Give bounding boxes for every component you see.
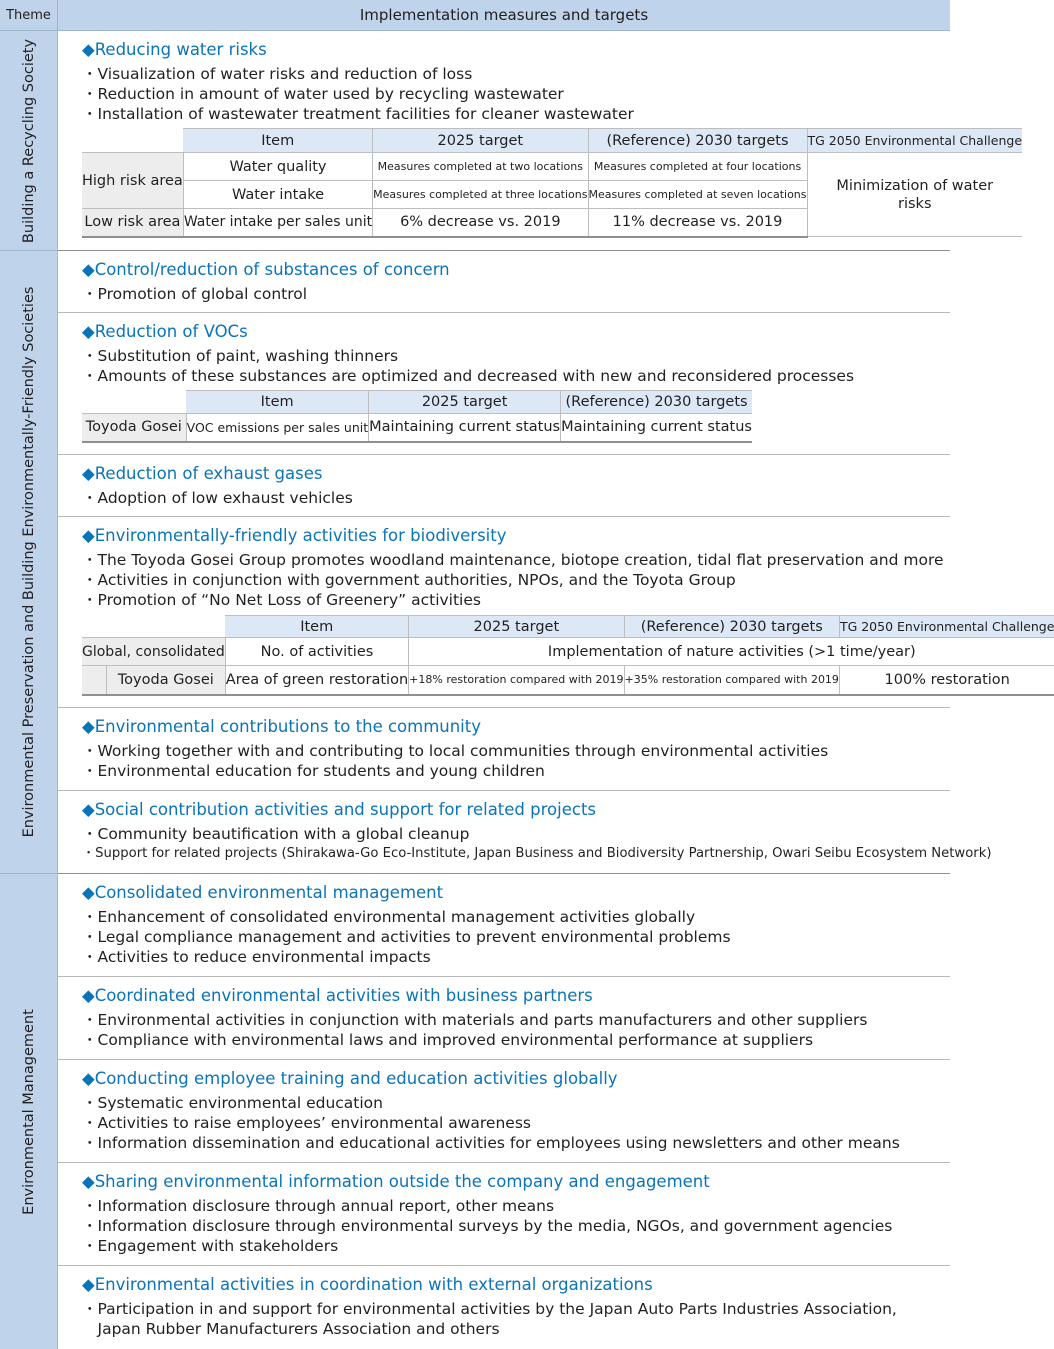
cell: Minimization of water risks — [807, 153, 1022, 237]
cell: Measures completed at three locations — [373, 181, 588, 209]
cell: Water intake per sales unit — [183, 209, 372, 237]
theme-header: Theme — [0, 0, 58, 31]
bullet: ・Visualization of water risks and reduction of loss — [82, 65, 473, 83]
bullet: ・Information disclosure through annual report, other means — [82, 1197, 555, 1215]
bullet: ・Installation of wastewater treatment facilities for cleaner wastewater — [82, 105, 634, 123]
bullet: ・Activities to reduce environmental impacts — [82, 948, 431, 966]
col-header: 2025 target — [373, 129, 588, 153]
bullet: ・Reduction in amount of water used by recycling wastewater — [82, 85, 564, 103]
col-header: (Reference) 2030 targets — [588, 129, 807, 153]
cell: Water quality — [183, 153, 372, 181]
section-title: ◆Environmental activities in coordination with external organizations — [82, 1275, 653, 1294]
theme-label: Environmental Preservation and Building Environmentally-Friendly Societies — [20, 286, 37, 838]
cell: VOC emissions per sales unit — [186, 414, 369, 442]
section-title: ◆Sharing environmental information outside the company and engagement — [82, 1172, 710, 1191]
cell: Area of green restoration — [225, 666, 408, 695]
section-social-contribution — [58, 791, 992, 874]
cell: 6% decrease vs. 2019 — [373, 209, 588, 237]
cell: Implementation of nature activities (>1 time/year) — [409, 638, 1054, 666]
bullet: ・Environmental activities in conjunction with materials and parts manufacturers and other suppliers — [82, 1011, 868, 1029]
bullet: ・Systematic environmental education — [82, 1094, 383, 1112]
theme-recycling — [0, 31, 57, 251]
section-community — [58, 708, 950, 791]
row-label: High risk area — [82, 153, 183, 209]
biodiversity-table — [82, 615, 1054, 696]
theme-management — [0, 874, 57, 1349]
cell: Maintaining current status — [561, 414, 752, 442]
section-title: ◆Reducing water risks — [82, 40, 267, 59]
voc-table — [82, 390, 752, 443]
theme-preservation — [0, 251, 57, 874]
section-employee-training — [58, 1060, 950, 1163]
section-title: ◆Environmental contributions to the community — [82, 717, 482, 736]
section-title: ◆Consolidated environmental management — [82, 883, 444, 902]
bullet: ・Promotion of “No Net Loss of Greenery” activities — [82, 591, 481, 609]
section-business-partners — [58, 977, 950, 1060]
bullet: ・Participation in and support for environmental activities by the Japan Auto Parts Industries Association, — [82, 1300, 897, 1318]
bullet: ・Support for related projects (Shirakawa-Go Eco-Institute, Japan Business and Biodiversity Partnership, Owari Seibu Ecosystem Network) — [82, 846, 992, 861]
col-header: Item — [183, 129, 372, 153]
section-exhaust-gases — [58, 455, 950, 517]
bullet: Japan Rubber Manufacturers Association and others — [82, 1320, 500, 1338]
theme-label: Environmental Management — [20, 1008, 37, 1215]
section-biodiversity — [58, 517, 1054, 708]
cell: Measures completed at four locations — [588, 153, 807, 181]
section-title: ◆Control/reduction of substances of concern — [82, 260, 450, 279]
col-header: 2025 target — [369, 391, 561, 414]
row-label: Low risk area — [82, 209, 183, 237]
theme-label: Building a Recycling Society — [20, 38, 37, 243]
section-consolidated-management — [58, 874, 950, 977]
row-label: Global, consolidated — [82, 638, 225, 666]
bullet: ・Working together with and contributing to local communities through environmental activities — [82, 742, 829, 760]
bullet: ・Information dissemination and educational activities for employees using newsletters and other means — [82, 1134, 900, 1152]
cell: 100% restoration — [839, 666, 1054, 695]
section-information-sharing — [58, 1163, 950, 1266]
cell: +35% restoration compared with 2019 — [624, 666, 839, 695]
implementation-header: Implementation measures and targets — [58, 0, 950, 31]
cell: Measures completed at seven locations — [588, 181, 807, 209]
col-header: Item — [186, 391, 369, 414]
bullet: ・Activities to raise employees’ environmental awareness — [82, 1114, 531, 1132]
cell: Maintaining current status — [369, 414, 561, 442]
section-title: ◆Reduction of VOCs — [82, 322, 248, 341]
section-external-organizations — [58, 1266, 950, 1349]
bullet: ・Enhancement of consolidated environmental management activities globally — [82, 908, 696, 926]
section-substances-of-concern — [58, 251, 950, 313]
bullet: ・Legal compliance management and activities to prevent environmental problems — [82, 928, 731, 946]
cell: +18% restoration compared with 2019 — [409, 666, 624, 695]
section-vocs — [58, 313, 950, 455]
bullet: ・Amounts of these substances are optimized and decreased with new and reconsidered processes — [82, 367, 855, 385]
bullet: ・Activities in conjunction with government authorities, NPOs, and the Toyota Group — [82, 571, 736, 589]
bullet: ・Information disclosure through environmental surveys by the media, NGOs, and government agencies — [82, 1217, 893, 1235]
bullet: ・Environmental education for students and young children — [82, 762, 545, 780]
section-title: ◆Reduction of exhaust gases — [82, 464, 323, 483]
section-title: ◆Conducting employee training and education activities globally — [82, 1069, 618, 1088]
row-label: Toyoda Gosei — [82, 414, 186, 442]
bullet: ・Community beautification with a global cleanup — [82, 825, 470, 843]
cell: Measures completed at two locations — [373, 153, 588, 181]
col-header: (Reference) 2030 targets — [561, 391, 752, 414]
section-title: ◆Coordinated environmental activities with business partners — [82, 986, 593, 1005]
bullet: ・Adoption of low exhaust vehicles — [82, 489, 353, 507]
col-header: TG 2050 Environmental Challenge — [839, 616, 1054, 638]
bullet: ・Compliance with environmental laws and improved environmental performance at suppliers — [82, 1031, 814, 1049]
water-risk-table — [82, 128, 1022, 238]
bullet: ・Substitution of paint, washing thinners — [82, 347, 399, 365]
col-header: Item — [225, 616, 408, 638]
col-header: (Reference) 2030 targets — [624, 616, 839, 638]
section-title: ◆Social contribution activities and support for related projects — [82, 800, 597, 819]
cell: No. of activities — [225, 638, 408, 666]
row-label: Toyoda Gosei — [106, 666, 225, 695]
section-title: ◆Environmentally-friendly activities for biodiversity — [82, 526, 507, 545]
section-water-risks — [58, 31, 1023, 251]
bullet: ・Engagement with stakeholders — [82, 1237, 339, 1255]
cell: Water intake — [183, 181, 372, 209]
col-header: TG 2050 Environmental Challenge — [807, 129, 1022, 153]
col-header: 2025 target — [409, 616, 624, 638]
cell: 11% decrease vs. 2019 — [588, 209, 807, 237]
bullet: ・The Toyoda Gosei Group promotes woodland maintenance, biotope creation, tidal flat preservation and more — [82, 551, 944, 569]
bullet: ・Promotion of global control — [82, 285, 308, 303]
